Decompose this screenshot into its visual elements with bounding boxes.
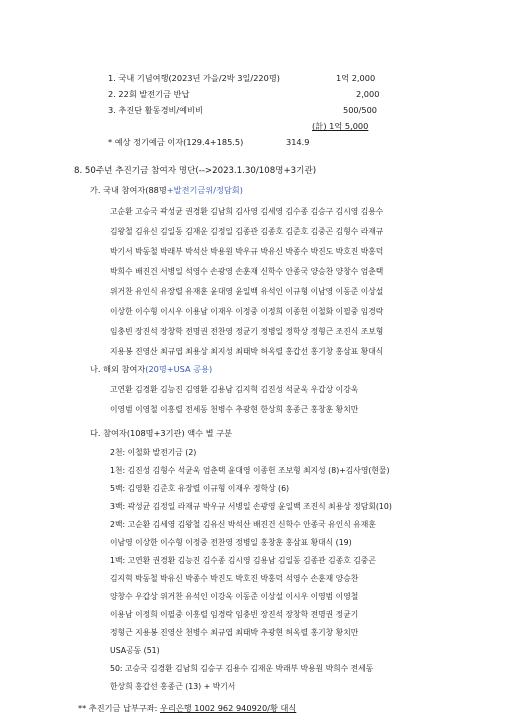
budget-item-2-label: 2. 22회 발전기금 반납 (108, 89, 190, 99)
budget-total: (計) 1억 5,000 (312, 121, 369, 131)
account-info (78, 703, 296, 714)
domestic-heading-text: 가. 국내 참여자(88명 (90, 185, 167, 195)
breakdown-line: 1백: 고연환 권경환 김능진 김수종 김시영 김용남 김일동 김종관 김종호 김중곤 (110, 556, 376, 565)
domestic-row: 위거찬 유인식 유장렬 유재훈 윤대영 윤일백 유석인 이규형 이남영 이동준 이상설 (110, 287, 384, 296)
overseas-heading-blue: (20명+USA 공용) (145, 364, 213, 374)
overseas-row: 이영범 이영철 이흥렬 전세동 천병수 추광현 한상희 홍종근 홍창훈 황치만 (110, 405, 359, 414)
breakdown-line: 이용남 이정희 이필중 이흥렬 임경락 임충빈 장진석 장창학 전명권 정균기 (110, 610, 359, 619)
interest-note-label: * 예상 정기예금 이자(129.4+185.5) (108, 137, 244, 147)
breakdown-line: 50: 고승국 김경환 김남희 김승구 김용수 김재운 박래부 박용원 박희수 전세동 (110, 664, 374, 673)
domestic-row: 고순환 고승국 곽성균 권경환 김남희 김사영 김세영 김수종 김승구 김시영 김용수 (110, 207, 384, 216)
account-number: 우리은행 1002 962 940920/황 대식 (160, 703, 297, 713)
budget-item-2-amount: 2,000 (356, 89, 380, 99)
domestic-participants-heading (90, 185, 243, 196)
budget-item-1-label: 1. 국내 기념여행(2023년 가을/2박 3일/220명) (108, 73, 280, 83)
account-prefix: ** 추진기금 납부구좌: (78, 703, 161, 713)
budget-item-1 (108, 73, 280, 84)
interest-note-amount: 314.9 (286, 137, 310, 147)
budget-item-3-label: 3. 추진단 활동경비/예비비 (108, 105, 203, 115)
breakdown-line: 정형근 지용봉 진영산 천병수 최규엽 최태박 추광현 허옥렬 홍기창 황치만 (110, 628, 359, 637)
domestic-row: 임충빈 장진석 장창학 전명권 전찬영 정균기 정병일 정학상 정형근 조진식 조보형 (110, 327, 384, 336)
breakdown-line: 2백: 고순환 김세영 김왕철 김유신 박석산 배진건 신학수 안종국 유인식 유재훈 (110, 520, 376, 529)
overseas-row: 고연환 김경환 김능진 김영환 김용남 김지혁 김진성 석균욱 우갑상 이강욱 (110, 385, 359, 394)
breakdown-line: USA공동 (51) (110, 646, 160, 655)
domestic-row: 김왕철 김유신 김일동 김재운 김정일 김종관 김종호 김준호 김중곤 김형수 라재규 (110, 227, 384, 236)
domestic-row: 지용봉 진영산 최규엽 최용상 최지성 최태박 허옥렬 홍갑선 홍기창 홍삼표 황대식 (110, 347, 384, 356)
breakdown-line: 양창수 우갑상 위거찬 유석인 이강욱 이동준 이상설 이시우 이영범 이영철 (110, 592, 359, 601)
breakdown-line: 1천: 김진성 김형수 석균욱 엄춘택 윤대영 이종헌 조보형 최지성 (8)+김사영(현물) (110, 466, 390, 475)
domestic-row: 박기서 박동철 박래부 박석산 박용원 박우규 박유신 박종수 박진도 박호진 박홍덕 (110, 247, 384, 256)
breakdown-line: 한상희 홍갑선 홍종근 (13) + 박기서 (110, 682, 236, 691)
overseas-heading-text: 나. 해외 참여자 (90, 364, 146, 374)
domestic-row: 박희수 배진건 서병일 석영수 손광영 손훈재 신학수 안종국 양승찬 양창수 엄춘택 (110, 267, 384, 276)
budget-item-1-amount: 1억 2,000 (336, 73, 376, 83)
domestic-heading-blue: +발전기금위/정담회) (166, 185, 243, 195)
domestic-row: 이상한 이수형 이시우 이용남 이재우 이정중 이정희 이종헌 이철화 이필중 임경락 (110, 307, 384, 316)
breakdown-line: 김지혁 박동철 박유신 박종수 박진도 박호진 박홍덕 석영수 손훈재 양승찬 (110, 574, 359, 583)
budget-item-3-amount: 500/500 (343, 105, 378, 115)
section-8-title: 8. 50주년 추진기금 참여자 명단(-->2023.1.30/108명+3기관) (74, 166, 317, 176)
breakdown-line: 2천: 이철화 발전기금 (2) (110, 448, 197, 457)
breakdown-line: 3백: 곽성균 김정일 라재규 박우규 서병일 손광영 윤일백 조진식 최용상 정담회(10) (110, 502, 392, 511)
overseas-participants-heading (90, 364, 212, 375)
amount-breakdown-heading: 다. 참여자(108명+3기관) 액수 별 구분 (90, 428, 233, 438)
breakdown-line: 5백: 김영환 김준호 유장렬 이규형 이재우 정학상 (6) (110, 484, 290, 493)
breakdown-line: 이남영 이상한 이수형 이정중 전찬영 정병일 홍창훈 홍삼표 황대식 (19) (110, 538, 352, 547)
